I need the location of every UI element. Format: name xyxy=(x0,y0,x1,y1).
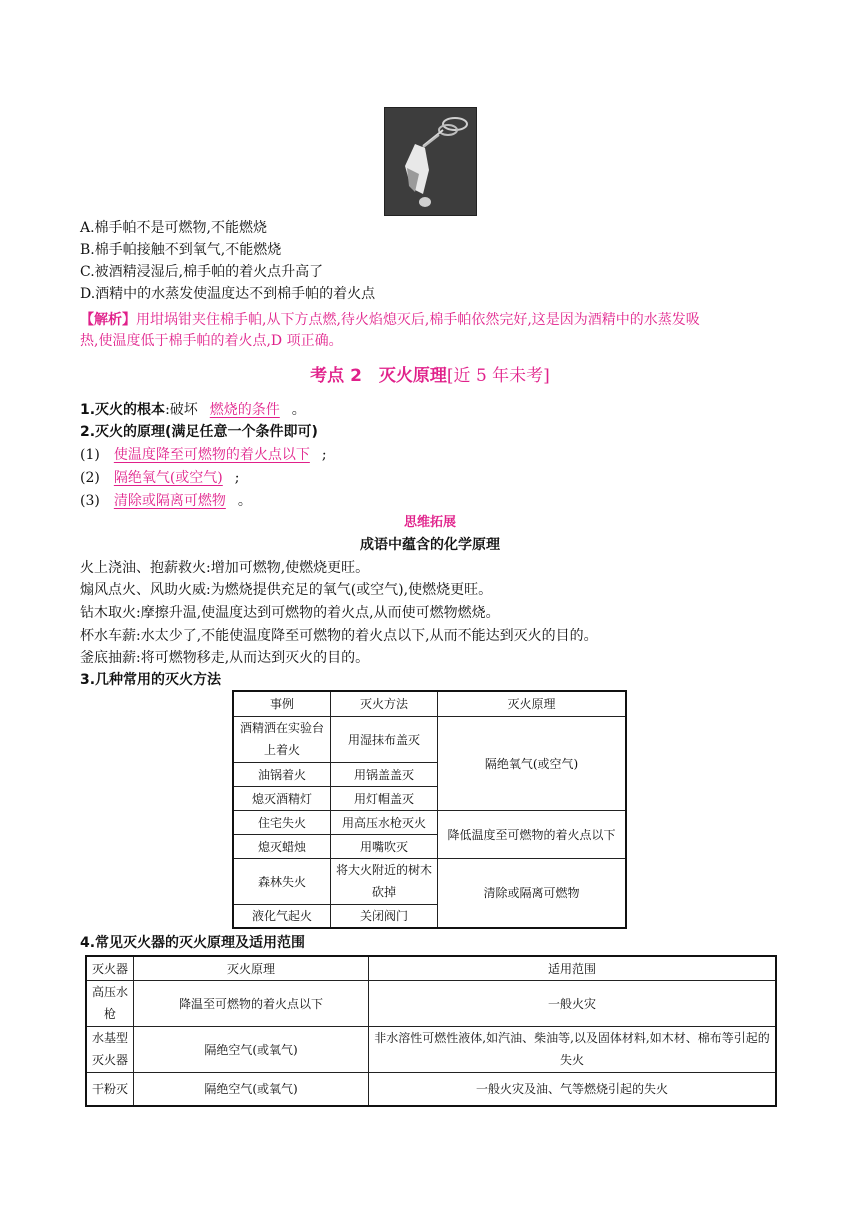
case-cell: 油锅着火 xyxy=(233,762,331,786)
section-title xyxy=(0,365,860,387)
idiom-line-4: 杯水车薪:水太少了,不能使温度降至可燃物的着火点以下,从而不能达到灭火的目的。 xyxy=(80,628,598,644)
tongs-handkerchief-illustration xyxy=(385,108,476,215)
principle-3-end: 。 xyxy=(237,493,252,509)
header-case: 事例 xyxy=(233,691,331,716)
analysis-text-1: 用坩埚钳夹住棉手帕,从下方点燃,待火焰熄灭后,棉手帕依然完好,这是因为酒精中的水蒸发吸 xyxy=(136,312,700,328)
point-1 xyxy=(80,400,306,420)
case-cell: 森林失火 xyxy=(233,858,331,904)
principle-1-num: (1) xyxy=(80,447,100,463)
principle-2-answer: 隔绝氧气(或空气) xyxy=(113,470,223,486)
principle-cell: 清除或隔离可燃物 xyxy=(438,858,627,928)
principle-2-num: (2) xyxy=(80,470,100,486)
table-row xyxy=(233,716,626,762)
extinguisher-cell: 高压水枪 xyxy=(86,980,134,1026)
principle-1-end: ; xyxy=(321,447,327,463)
method-cell: 用嘴吹灭 xyxy=(331,834,438,858)
table1-title: 3.几种常用的灭火方法 xyxy=(80,672,222,688)
point-2-label: 2.灭火的原理(满足任意一个条件即可) xyxy=(80,424,318,440)
extension-heading: 思维拓展 xyxy=(403,515,456,530)
principle-cell: 降温至可燃物的着火点以下 xyxy=(134,980,369,1026)
header-method: 灭火方法 xyxy=(331,691,438,716)
method-cell: 用湿抹布盖灭 xyxy=(331,716,438,762)
method-cell: 用高压水枪灭火 xyxy=(331,810,438,834)
option-a: A.棉手帕不是可燃物,不能燃烧 xyxy=(80,220,268,236)
method-cell: 关闭阀门 xyxy=(331,904,438,928)
scope-cell: 一般火灾及油、气等燃烧引起的失火 xyxy=(369,1072,777,1106)
principle-2 xyxy=(80,468,240,488)
principle-1-answer: 使温度降至可燃物的着火点以下 xyxy=(113,447,310,463)
case-cell: 熄灭酒精灯 xyxy=(233,786,331,810)
extinguisher-cell: 水基型灭火器 xyxy=(86,1026,134,1072)
table2-title: 4.常见灭火器的灭火原理及适用范围 xyxy=(80,935,306,951)
table-row xyxy=(86,980,776,1026)
extension-subheading: 成语中蕴含的化学原理 xyxy=(360,537,500,553)
header-scope: 适用范围 xyxy=(369,956,777,980)
extinguisher-table xyxy=(85,955,777,1107)
principle-cell: 隔绝空气(或氧气) xyxy=(134,1072,369,1106)
scope-cell: 非水溶性可燃性液体,如汽油、柴油等,以及固体材料,如木材、棉布等引起的失火 xyxy=(369,1026,777,1072)
point-1-label: 1.灭火的根本 xyxy=(80,402,166,418)
analysis-tag: 【解析】 xyxy=(80,312,136,328)
principle-1 xyxy=(80,445,327,465)
case-cell: 住宅失火 xyxy=(233,810,331,834)
case-cell: 酒精洒在实验台上着火 xyxy=(233,716,331,762)
table-row xyxy=(233,810,626,834)
extinguisher-cell: 干粉灭 xyxy=(86,1072,134,1106)
principle-cell: 隔绝氧气(或空气) xyxy=(438,716,627,810)
principle-3 xyxy=(80,491,252,511)
principle-cell: 降低温度至可燃物的着火点以下 xyxy=(438,810,627,858)
point-1-end: 。 xyxy=(291,402,306,418)
table-header-row xyxy=(86,956,776,980)
analysis-line-2: 热,使温度低于棉手帕的着火点,D 项正确。 xyxy=(80,333,343,349)
table-row xyxy=(86,1026,776,1072)
case-cell: 液化气起火 xyxy=(233,904,331,928)
point-1-answer: 燃烧的条件 xyxy=(209,402,280,418)
principle-2-end: ; xyxy=(234,470,240,486)
table-row xyxy=(86,1072,776,1106)
table-row xyxy=(233,858,626,904)
idiom-line-5: 釜底抽薪:将可燃物移走,从而达到灭火的目的。 xyxy=(80,650,370,666)
header-extinguisher: 灭火器 xyxy=(86,956,134,980)
section-title-text: 考点 2 灭火原理 xyxy=(310,366,447,386)
burning-handkerchief-photo xyxy=(384,107,477,216)
fire-methods-table xyxy=(232,690,627,929)
method-cell: 用灯帽盖灭 xyxy=(331,786,438,810)
principle-3-num: (3) xyxy=(80,493,100,509)
method-cell: 用锅盖盖灭 xyxy=(331,762,438,786)
header-principle: 灭火原理 xyxy=(438,691,627,716)
idiom-line-3: 钻木取火:摩擦升温,使温度达到可燃物的着火点,从而使可燃物燃烧。 xyxy=(80,605,500,621)
scope-cell: 一般火灾 xyxy=(369,980,777,1026)
analysis-line-1 xyxy=(80,310,700,330)
point-1-suffix: :破坏 xyxy=(165,402,198,418)
principle-3-answer: 清除或隔离可燃物 xyxy=(113,493,226,509)
option-b: B.棉手帕接触不到氧气,不能燃烧 xyxy=(80,242,282,258)
principle-cell: 隔绝空气(或氧气) xyxy=(134,1026,369,1072)
case-cell: 熄灭蜡烛 xyxy=(233,834,331,858)
table-header-row xyxy=(233,691,626,716)
header-principle: 灭火原理 xyxy=(134,956,369,980)
option-d: D.酒精中的水蒸发使温度达不到棉手帕的着火点 xyxy=(80,286,376,302)
option-c: C.被酒精浸湿后,棉手帕的着火点升高了 xyxy=(80,264,324,280)
method-cell: 将大火附近的树木砍掉 xyxy=(331,858,438,904)
idiom-line-2: 煽风点火、风助火威:为燃烧提供充足的氧气(或空气),使燃烧更旺。 xyxy=(80,582,493,598)
idiom-line-1: 火上浇油、抱薪救火:增加可燃物,使燃烧更旺。 xyxy=(80,560,370,576)
section-note: [近 5 年未考] xyxy=(446,366,550,386)
